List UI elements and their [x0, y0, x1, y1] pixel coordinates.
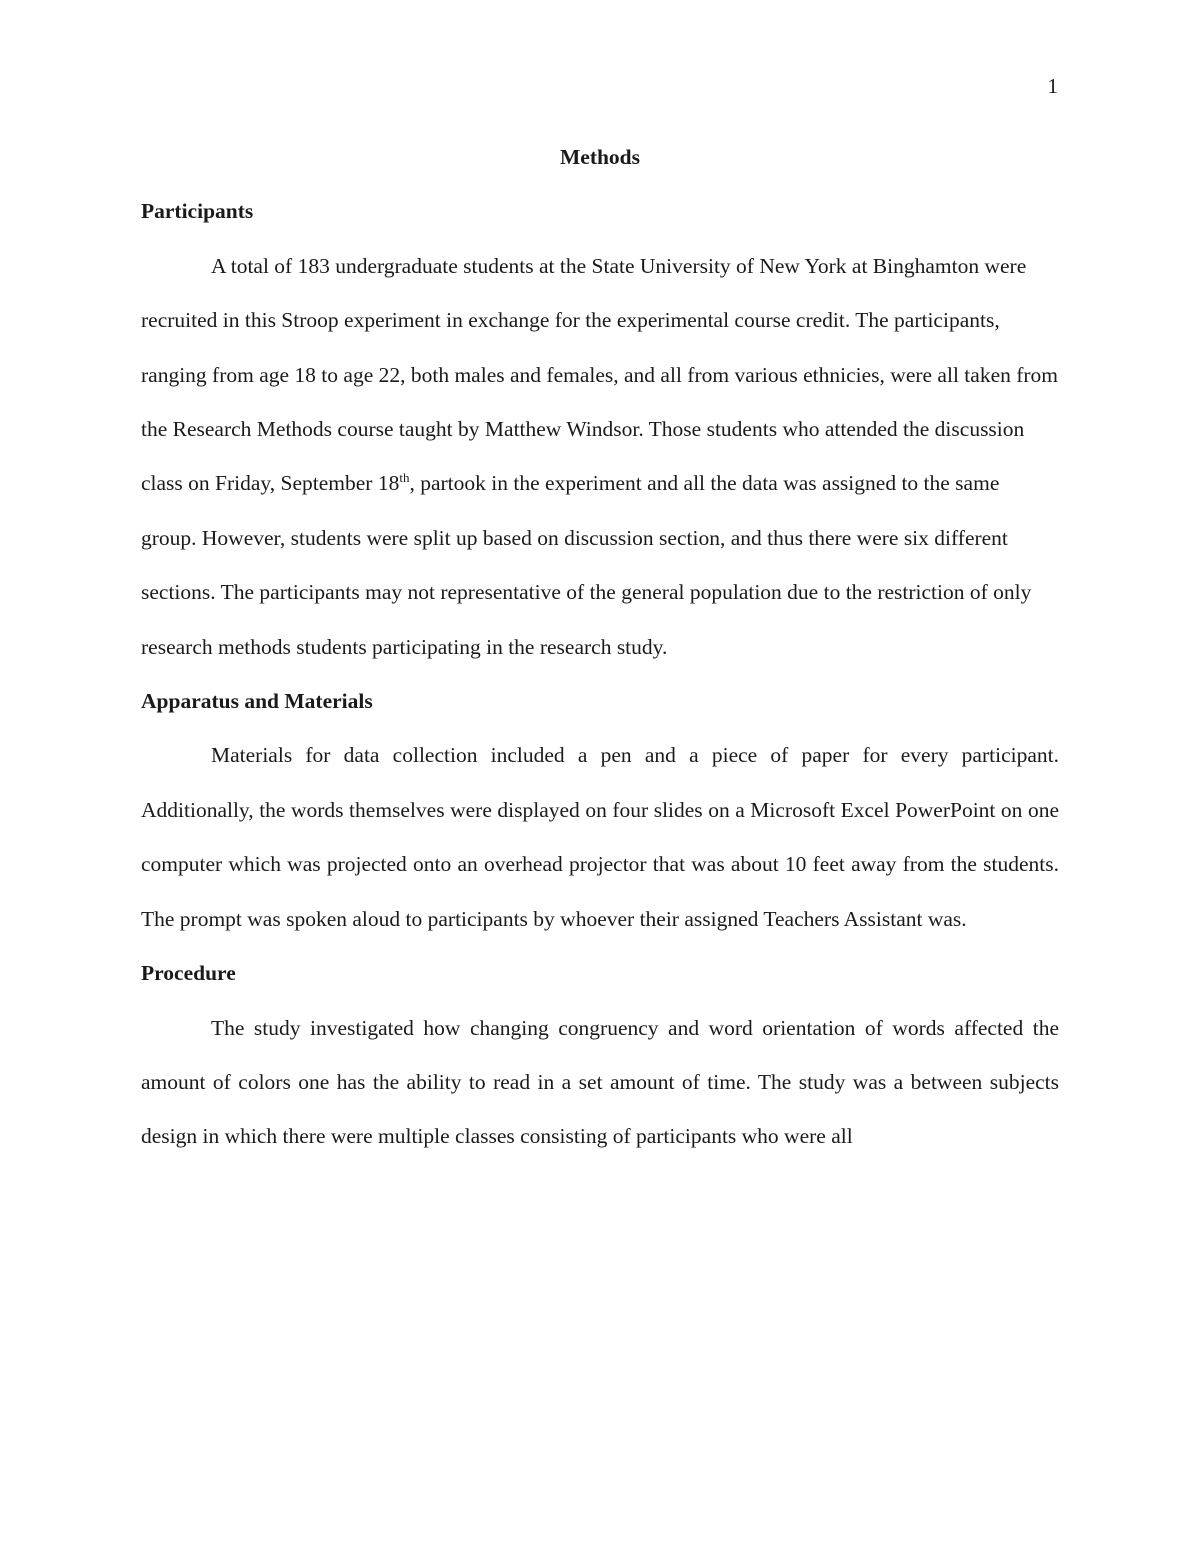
section-heading-participants: Participants [141, 199, 254, 224]
paragraph-apparatus: Materials for data collection included a pen and a piece of paper for every participant. Additionally, the words themselves were displayed on four slides on a Microsoft Excel PowerPoint on one computer which was projected onto an overhead projector that was about 10 feet away from the students. The prompt was spoken aloud to participants by whoever their assigned Teachers Assistant was. [141, 743, 1059, 931]
paragraph-procedure: The study investigated how changing congruency and word orientation of words affected the amount of colors one has the ability to read in a set amount of time. The study was a between subjects design in which there were multiple classes consisting of participants who were all [141, 1015, 1059, 1149]
page-title: Methods [559, 145, 641, 169]
ordinal-superscript: th [399, 470, 410, 486]
paragraph-participants-part-2: , partook in the experiment and all the data was assigned to the same group. However, students were split up based on discussion section, and thus there were six different sections. The participants may not representative of the general population due to the restriction of only research methods students participating in the research study. [141, 471, 1032, 659]
page-number: 1 [1047, 74, 1058, 98]
section-heading-procedure: Procedure [141, 961, 236, 986]
paragraph-participants-part-1: A total of 183 undergraduate students at the State University of New York at Binghamton were recruited in this Stroop experiment in exchange for the experimental course credit. The participants, ranging from age 18 to age 22, both males and females, and all from various ethnicies, were all taken from the Research Methods course taught by Matthew Windsor. Those students who attended the discussion class on Friday, September 18 [141, 253, 1059, 496]
section-heading-apparatus: Apparatus and Materials [141, 689, 373, 714]
document-body [141, 130, 1059, 1164]
paragraph-participants [141, 239, 1059, 674]
